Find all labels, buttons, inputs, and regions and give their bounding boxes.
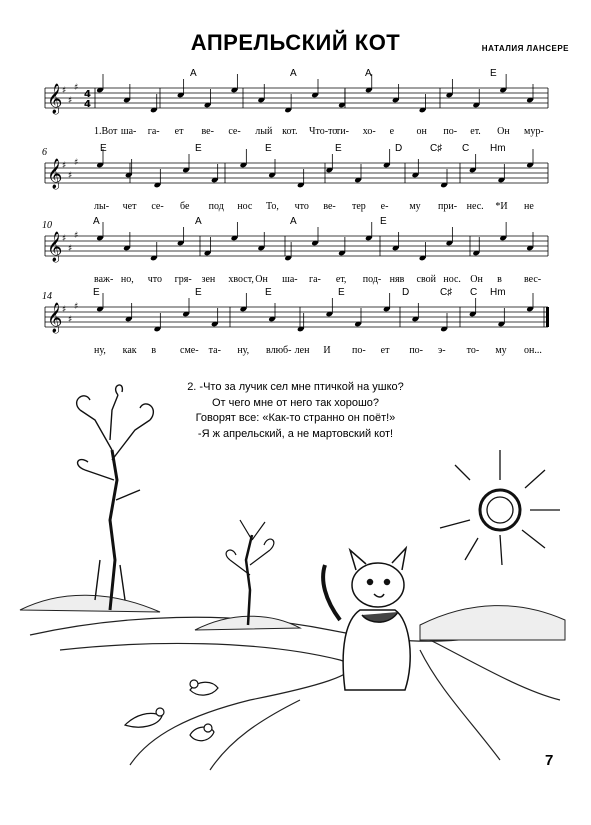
lyric-syllable: ет bbox=[380, 345, 390, 356]
lyric-syllable: под bbox=[208, 201, 224, 212]
chord-symbol: C♯ bbox=[430, 143, 443, 154]
lyric-syllable: ну, bbox=[94, 345, 106, 356]
sharp-icon: ♯ bbox=[62, 161, 67, 171]
chord-symbol: D bbox=[395, 143, 403, 154]
lyric-syllable: не bbox=[524, 201, 534, 212]
lyric-syllable: се- bbox=[228, 126, 241, 137]
lyric-syllable: влюб- bbox=[266, 345, 292, 356]
lyric-syllable: лы- bbox=[94, 201, 110, 212]
lyric-syllable: лен bbox=[294, 345, 310, 356]
lyric-syllable: ша- bbox=[282, 274, 298, 285]
lyric-syllable: ет bbox=[174, 126, 184, 137]
treble-clef-icon: 𝄞 bbox=[47, 84, 63, 114]
chord-symbol: E bbox=[195, 143, 202, 154]
lyric-syllable: при- bbox=[438, 201, 458, 212]
sharp-icon: ♯ bbox=[68, 244, 73, 254]
treble-clef-icon: 𝄞 bbox=[47, 303, 63, 333]
lyric-syllable: ет. bbox=[470, 126, 481, 137]
lyric-syllable: *И bbox=[495, 201, 508, 212]
lyric-syllable: ша- bbox=[120, 126, 137, 137]
chord-symbol: E bbox=[490, 68, 497, 79]
chord-symbol: C bbox=[462, 143, 470, 154]
lyric-syllable: то- bbox=[466, 345, 480, 356]
sharp-icon: ♯ bbox=[62, 234, 67, 244]
lyric-syllable: та- bbox=[208, 345, 221, 356]
lyric-syllable: лый bbox=[255, 126, 273, 137]
lyric-syllable: ну, bbox=[237, 345, 250, 356]
lyric-syllable: е bbox=[389, 126, 395, 137]
lyric-syllable: няв bbox=[389, 274, 405, 285]
lyric-syllable: что bbox=[294, 201, 309, 212]
lyric-syllable: по- bbox=[409, 345, 424, 356]
chord-symbol: E bbox=[93, 287, 100, 298]
lyric-syllable: му bbox=[495, 345, 507, 356]
lyric-syllable: нес. bbox=[466, 201, 484, 212]
chord-symbol: E bbox=[265, 143, 272, 154]
sharp-icon: ♯ bbox=[74, 158, 79, 168]
chord-symbol: Hm bbox=[490, 287, 506, 298]
cat bbox=[323, 548, 410, 690]
lyric-syllable: по- bbox=[352, 345, 366, 356]
song-author: НАТАЛИЯ ЛАНСЕРЕ bbox=[481, 44, 569, 53]
chord-symbol: E bbox=[265, 287, 272, 298]
sharp-icon: ♯ bbox=[74, 231, 79, 241]
verse-line: Говорят все: «Как-то странно он поёт!» bbox=[195, 412, 396, 424]
sharp-icon: ♯ bbox=[74, 83, 79, 93]
birds bbox=[125, 680, 218, 741]
lyric-syllable: но, bbox=[120, 274, 134, 285]
chord-symbol: A bbox=[290, 68, 297, 79]
sharp-icon: ♯ bbox=[68, 315, 73, 325]
lyric-syllable: хвост, bbox=[228, 274, 254, 285]
lyric-syllable: вес- bbox=[524, 274, 542, 285]
chord-symbol: C bbox=[470, 287, 478, 298]
time-signature: 4 bbox=[84, 99, 91, 110]
verse-line: От чего мне от него так хорошо? bbox=[211, 396, 380, 409]
lyric-syllable: в bbox=[497, 274, 502, 285]
measure-number: 6 bbox=[42, 147, 47, 158]
chord-symbol: E bbox=[338, 287, 345, 298]
chord-symbol: Hm bbox=[490, 143, 506, 154]
lyric-syllable: бе bbox=[180, 201, 190, 212]
treble-clef-icon: 𝄞 bbox=[47, 232, 63, 262]
sharp-icon: ♯ bbox=[62, 305, 67, 315]
lyric-syllable: ве- bbox=[201, 126, 214, 137]
lyric-syllable: Что-то bbox=[309, 126, 338, 137]
tree-large bbox=[77, 385, 154, 610]
time-signature: 4 bbox=[84, 89, 91, 100]
lyric-syllable: ве- bbox=[323, 201, 336, 212]
chord-symbol: D bbox=[402, 287, 410, 298]
chord-symbol: A bbox=[190, 68, 197, 79]
lyric-syllable: по- bbox=[443, 126, 458, 137]
chord-symbol: E bbox=[195, 287, 202, 298]
lyric-syllable: тер bbox=[352, 201, 366, 212]
lyric-syllable: е- bbox=[380, 201, 389, 212]
lyric-syllable: он... bbox=[524, 345, 542, 356]
lyric-syllable: под- bbox=[362, 274, 382, 285]
chord-symbol: A bbox=[93, 216, 100, 227]
page-number: 7 bbox=[545, 752, 554, 769]
lyric-syllable: он bbox=[416, 126, 427, 137]
lyric-syllable: мур- bbox=[524, 126, 544, 137]
measure-number: 14 bbox=[42, 291, 52, 302]
lyric-syllable: ет, bbox=[335, 274, 347, 285]
chord-symbol: C♯ bbox=[440, 287, 453, 298]
treble-clef-icon: 𝄞 bbox=[47, 159, 63, 189]
lyric-syllable: гря- bbox=[174, 274, 192, 285]
lyric-syllable: зен bbox=[201, 274, 216, 285]
verse-line: 2. -Что за лучик сел мне птичкой на ушко? bbox=[187, 381, 404, 393]
chord-symbol: A bbox=[195, 216, 202, 227]
lyric-syllable: Он bbox=[497, 126, 510, 137]
lyric-syllable: в bbox=[151, 345, 157, 356]
lyric-syllable: свой bbox=[416, 274, 436, 285]
lyric-syllable: му bbox=[409, 201, 421, 212]
sun bbox=[440, 450, 560, 565]
sharp-icon: ♯ bbox=[74, 302, 79, 312]
chord-symbol: E bbox=[335, 143, 342, 154]
verse-line: -Я ж апрельский, а не мартовский кот! bbox=[197, 427, 394, 440]
lyric-syllable: ти- bbox=[335, 126, 349, 137]
measure-number: 10 bbox=[42, 220, 52, 231]
lyric-syllable: га- bbox=[147, 126, 160, 137]
lyric-syllable: Он bbox=[255, 274, 268, 285]
lyric-syllable: И bbox=[323, 345, 331, 356]
tree-small bbox=[226, 520, 274, 625]
lyric-syllable: как bbox=[122, 345, 137, 356]
lyric-syllable: Он bbox=[470, 274, 483, 285]
lyric-syllable: чет bbox=[122, 201, 137, 212]
lyric-syllable: То, bbox=[266, 201, 279, 212]
chord-symbol: A bbox=[365, 68, 372, 79]
lyric-syllable: се- bbox=[151, 201, 164, 212]
lyric-syllable: сме- bbox=[180, 345, 199, 356]
lyric-syllable: хо- bbox=[362, 126, 376, 137]
lyric-syllable: нос. bbox=[443, 274, 461, 285]
chord-symbol: E bbox=[100, 143, 107, 154]
sharp-icon: ♯ bbox=[62, 86, 67, 96]
lyric-syllable: га- bbox=[309, 274, 321, 285]
chord-symbol: E bbox=[380, 216, 387, 227]
lyric-syllable: кот. bbox=[282, 126, 298, 137]
chord-symbol: A bbox=[290, 216, 297, 227]
lyric-syllable: важ- bbox=[94, 274, 114, 285]
hills bbox=[20, 595, 565, 640]
lyric-syllable: э- bbox=[438, 345, 446, 356]
song-title: АПРЕЛЬСКИЙ КОТ bbox=[190, 30, 401, 55]
lyric-syllable: 1.Вот bbox=[94, 126, 118, 137]
lyric-syllable: нос bbox=[237, 201, 253, 212]
sharp-icon: ♯ bbox=[68, 171, 73, 181]
sharp-icon: ♯ bbox=[68, 96, 73, 106]
lyric-syllable: что bbox=[147, 274, 163, 285]
